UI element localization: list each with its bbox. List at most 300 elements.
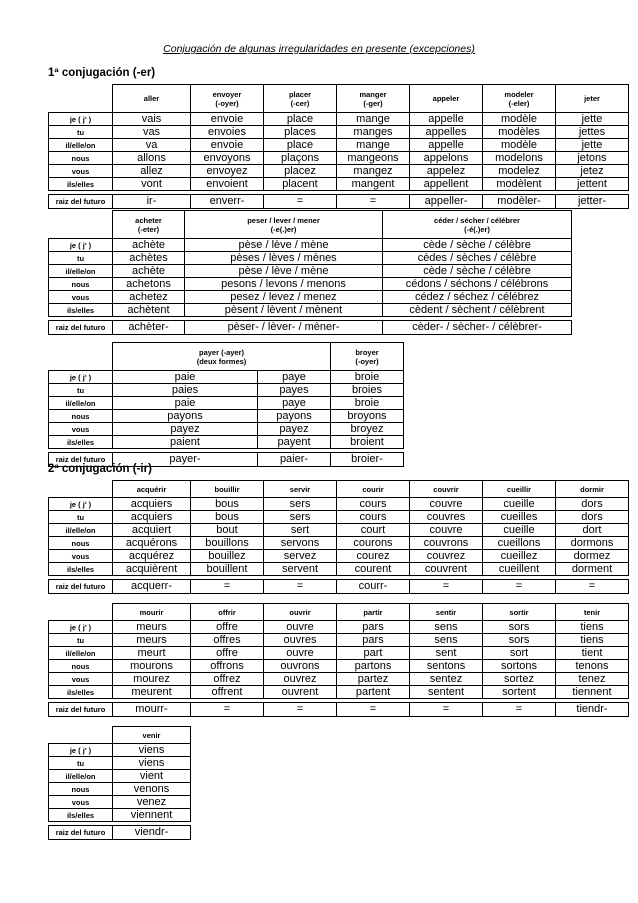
table-row xyxy=(49,423,404,436)
form-cell: paye xyxy=(258,397,331,410)
form-cell: pèse / lève / mène xyxy=(185,239,383,252)
verb-name: sentir xyxy=(435,607,457,617)
header-blank xyxy=(49,211,113,239)
table-row xyxy=(49,809,191,822)
form-cell: cédons / séchons / célébrons xyxy=(383,278,572,291)
form-cell: achètes xyxy=(113,252,185,265)
section-title-first: 1ª conjugación (-er) xyxy=(48,67,156,79)
verb-name: offrir xyxy=(218,607,236,617)
form-cell: broient xyxy=(331,436,404,449)
form-cell: mourez xyxy=(113,673,191,686)
form-cell: sors xyxy=(483,621,556,634)
verb-name: ouvrir xyxy=(289,607,311,617)
form-cell: mangent xyxy=(337,178,410,191)
form-cell: sert xyxy=(264,524,337,537)
form-cell: bout xyxy=(191,524,264,537)
header-row xyxy=(49,727,191,744)
form-cell: ouvrez xyxy=(264,673,337,686)
form-cell: vais xyxy=(113,113,191,126)
form-cell: meurent xyxy=(113,686,191,699)
raiz-cell: = xyxy=(264,703,337,717)
form-cell: appelle xyxy=(410,139,483,152)
verb-header xyxy=(113,481,191,498)
table-row xyxy=(49,126,629,139)
raiz-cell: payer- xyxy=(113,453,258,467)
verb-name: peser / lever / mener xyxy=(247,215,320,225)
form-cell: partons xyxy=(337,660,410,673)
table-row xyxy=(49,757,191,770)
pronoun-cell: ils/elles xyxy=(49,304,113,317)
form-cell: achetez xyxy=(113,291,185,304)
pronoun-cell: ils/elles xyxy=(49,436,113,449)
verb-header xyxy=(113,211,185,239)
form-cell: appelles xyxy=(410,126,483,139)
form-cell: envoient xyxy=(191,178,264,191)
form-cell: manges xyxy=(337,126,410,139)
pronoun-cell: il/elle/on xyxy=(49,265,113,278)
conjugation-table xyxy=(48,84,629,209)
form-cell: tiens xyxy=(556,634,629,647)
form-cell: modèles xyxy=(483,126,556,139)
verb-name: mourir xyxy=(139,607,164,617)
form-cell: courent xyxy=(337,563,410,576)
pronoun-cell: tu xyxy=(49,757,113,770)
table-row xyxy=(49,634,629,647)
pronoun-cell: ils/elles xyxy=(49,563,113,576)
form-cell: venez xyxy=(113,796,191,809)
form-cell: appelez xyxy=(410,165,483,178)
conjugation-table xyxy=(48,726,191,840)
form-cell: pèses / lèves / mènes xyxy=(185,252,383,265)
table-row xyxy=(49,550,629,563)
form-cell: pesez / levez / menez xyxy=(185,291,383,304)
form-cell: broyez xyxy=(331,423,404,436)
form-cell: achètent xyxy=(113,304,185,317)
form-cell: broie xyxy=(331,397,404,410)
pronoun-cell: tu xyxy=(49,511,113,524)
form-cell: dort xyxy=(556,524,629,537)
table-row xyxy=(49,686,629,699)
form-cell: places xyxy=(264,126,337,139)
verb-group: (-e(.)er) xyxy=(270,224,297,234)
verb-header xyxy=(483,85,556,113)
verb-name: courir xyxy=(362,484,384,494)
verb-header xyxy=(113,343,331,371)
form-cell: meurs xyxy=(113,634,191,647)
verb-header xyxy=(337,481,410,498)
verb-name: aller xyxy=(143,94,160,103)
raiz-cell: mourr- xyxy=(113,703,191,717)
pronoun-cell: tu xyxy=(49,252,113,265)
verb-header xyxy=(337,604,410,621)
form-cell: allons xyxy=(113,152,191,165)
verb-name: modeler xyxy=(504,89,534,99)
table-row xyxy=(49,744,191,757)
form-cell: placez xyxy=(264,165,337,178)
verb-header xyxy=(113,727,191,744)
pronoun-cell: tu xyxy=(49,126,113,139)
form-cell: courez xyxy=(337,550,410,563)
pronoun-cell: vous xyxy=(49,165,113,178)
conjugation-table xyxy=(48,603,629,717)
table-row xyxy=(49,537,629,550)
form-cell: paie xyxy=(113,397,258,410)
verb-name: payer (-ayer) xyxy=(198,347,245,357)
form-cell: ouvrent xyxy=(264,686,337,699)
form-cell: offrons xyxy=(191,660,264,673)
raiz-cell: cèder- / sècher- / célèbrer- xyxy=(383,321,572,335)
table-row xyxy=(49,152,629,165)
form-cell: cueilles xyxy=(483,511,556,524)
form-cell: pèse / lève / mène xyxy=(185,265,383,278)
verb-header xyxy=(264,85,337,113)
form-cell: servons xyxy=(264,537,337,550)
header-row xyxy=(49,481,629,498)
form-cell: sortez xyxy=(483,673,556,686)
form-cell: cours xyxy=(337,498,410,511)
form-cell: acquérons xyxy=(113,537,191,550)
table-row xyxy=(49,410,404,423)
form-cell: bouillez xyxy=(191,550,264,563)
pronoun-cell: nous xyxy=(49,278,113,291)
verb-header xyxy=(556,604,629,621)
table-row xyxy=(49,278,572,291)
pronoun-cell: ils/elles xyxy=(49,686,113,699)
form-cell: viennent xyxy=(113,809,191,822)
table-row xyxy=(49,384,404,397)
verb-name: couvrir xyxy=(433,484,459,494)
form-cell: envoies xyxy=(191,126,264,139)
form-cell: offres xyxy=(191,634,264,647)
form-cell: payons xyxy=(113,410,258,423)
form-cell: acquiert xyxy=(113,524,191,537)
table-row xyxy=(49,252,572,265)
verb-header xyxy=(264,481,337,498)
form-cell: dors xyxy=(556,498,629,511)
pronoun-cell: vous xyxy=(49,550,113,563)
form-cell: payez xyxy=(113,423,258,436)
table-row xyxy=(49,498,629,511)
form-cell: cueille xyxy=(483,498,556,511)
pronoun-cell: je ( j' ) xyxy=(49,239,113,252)
raiz-cell: achèter- xyxy=(113,321,185,335)
form-cell: cours xyxy=(337,511,410,524)
form-cell: sers xyxy=(264,498,337,511)
form-cell: jetons xyxy=(556,152,629,165)
table-row xyxy=(49,265,572,278)
verb-header xyxy=(113,85,191,113)
verb-name: sortir xyxy=(509,607,529,617)
form-cell: courons xyxy=(337,537,410,550)
form-cell: envoyons xyxy=(191,152,264,165)
table-row xyxy=(49,563,629,576)
form-cell: pesons / levons / menons xyxy=(185,278,383,291)
pronoun-cell: il/elle/on xyxy=(49,397,113,410)
raiz-label: raiz del futuro xyxy=(49,580,113,594)
form-cell: sers xyxy=(264,511,337,524)
verb-name: jeter xyxy=(584,94,600,103)
form-cell: cèdent / sèchent / célèbrent xyxy=(383,304,572,317)
raiz-cell: = xyxy=(410,703,483,717)
table-row xyxy=(49,660,629,673)
form-cell: sortent xyxy=(483,686,556,699)
pronoun-cell: ils/elles xyxy=(49,178,113,191)
raiz-row xyxy=(49,580,629,594)
form-cell: sentez xyxy=(410,673,483,686)
raiz-cell: = xyxy=(264,195,337,209)
verb-name: partir xyxy=(363,607,383,617)
raiz-label: raiz del futuro xyxy=(49,453,113,467)
raiz-cell: = xyxy=(191,703,264,717)
form-cell: cède / sèche / célèbre xyxy=(383,265,572,278)
pronoun-cell: nous xyxy=(49,152,113,165)
form-cell: modèle xyxy=(483,139,556,152)
raiz-cell: appeller- xyxy=(410,195,483,209)
raiz-cell: paier- xyxy=(258,453,331,467)
form-cell: sent xyxy=(410,647,483,660)
raiz-cell: courr- xyxy=(337,580,410,594)
form-cell: viens xyxy=(113,744,191,757)
form-cell: dormez xyxy=(556,550,629,563)
verb-name: tenir xyxy=(583,607,601,617)
verb-name: servir xyxy=(289,484,311,494)
header-blank xyxy=(49,343,113,371)
raiz-cell: tiendr- xyxy=(556,703,629,717)
form-cell: broyons xyxy=(331,410,404,423)
form-cell: sort xyxy=(483,647,556,660)
form-cell: pars xyxy=(337,621,410,634)
form-cell: envoie xyxy=(191,139,264,152)
form-cell: meurt xyxy=(113,647,191,660)
form-cell: broie xyxy=(331,371,404,384)
form-cell: couvrons xyxy=(410,537,483,550)
form-cell: couvre xyxy=(410,524,483,537)
raiz-cell: = xyxy=(337,195,410,209)
table-row xyxy=(49,673,629,686)
form-cell: paies xyxy=(113,384,258,397)
header-row xyxy=(49,85,629,113)
form-cell: tenons xyxy=(556,660,629,673)
table-row xyxy=(49,770,191,783)
form-cell: servez xyxy=(264,550,337,563)
form-cell: tenez xyxy=(556,673,629,686)
raiz-cell: = xyxy=(337,703,410,717)
pronoun-cell: il/elle/on xyxy=(49,647,113,660)
table-row xyxy=(49,796,191,809)
form-cell: sors xyxy=(483,634,556,647)
form-cell: jetez xyxy=(556,165,629,178)
verb-header xyxy=(113,604,191,621)
form-cell: modèle xyxy=(483,113,556,126)
form-cell: vont xyxy=(113,178,191,191)
form-cell: part xyxy=(337,647,410,660)
header-blank xyxy=(49,727,113,744)
form-cell: payent xyxy=(258,436,331,449)
form-cell: mangez xyxy=(337,165,410,178)
form-cell: placent xyxy=(264,178,337,191)
verb-name: venir xyxy=(142,730,161,740)
form-cell: cueille xyxy=(483,524,556,537)
table-row xyxy=(49,647,629,660)
form-cell: couvres xyxy=(410,511,483,524)
verb-header xyxy=(331,343,404,371)
pronoun-cell: tu xyxy=(49,384,113,397)
pronoun-cell: il/elle/on xyxy=(49,139,113,152)
verb-name: envoyer xyxy=(212,89,242,99)
verb-name: placer xyxy=(288,89,312,99)
form-cell: payez xyxy=(258,423,331,436)
form-cell: achetons xyxy=(113,278,185,291)
form-cell: jettes xyxy=(556,126,629,139)
form-cell: offrent xyxy=(191,686,264,699)
form-cell: va xyxy=(113,139,191,152)
verb-group: (-cer) xyxy=(290,98,310,108)
raiz-row xyxy=(49,703,629,717)
form-cell: acquiers xyxy=(113,498,191,511)
verb-group: (deux formes) xyxy=(196,356,247,366)
form-cell: appellent xyxy=(410,178,483,191)
verb-header xyxy=(556,85,629,113)
table-row xyxy=(49,783,191,796)
form-cell: cédez / séchez / célébrez xyxy=(383,291,572,304)
form-cell: bouillons xyxy=(191,537,264,550)
form-cell: jette xyxy=(556,139,629,152)
pronoun-cell: vous xyxy=(49,291,113,304)
table-row xyxy=(49,113,629,126)
verb-header xyxy=(410,604,483,621)
raiz-label: raiz del futuro xyxy=(49,826,113,840)
form-cell: jette xyxy=(556,113,629,126)
conjugation-table xyxy=(48,480,629,594)
raiz-cell: = xyxy=(483,580,556,594)
raiz-row xyxy=(49,195,629,209)
table-row xyxy=(49,304,572,317)
pronoun-cell: je ( j' ) xyxy=(49,113,113,126)
verb-header xyxy=(556,481,629,498)
form-cell: venons xyxy=(113,783,191,796)
page-title: Conjugación de algunas irregularidades en presente (excepciones) xyxy=(163,43,475,55)
form-cell: envoyez xyxy=(191,165,264,178)
form-cell: bous xyxy=(191,511,264,524)
form-cell: plaçons xyxy=(264,152,337,165)
header-blank xyxy=(49,604,113,621)
pronoun-cell: nous xyxy=(49,410,113,423)
verb-header xyxy=(383,211,572,239)
form-cell: bouillent xyxy=(191,563,264,576)
form-cell: dorment xyxy=(556,563,629,576)
pronoun-cell: vous xyxy=(49,423,113,436)
raiz-cell: viendr- xyxy=(113,826,191,840)
header-row xyxy=(49,343,404,371)
raiz-label: raiz del futuro xyxy=(49,703,113,717)
pronoun-cell: je ( j' ) xyxy=(49,744,113,757)
verb-header xyxy=(264,604,337,621)
verb-group: (-oyer) xyxy=(215,98,239,108)
pronoun-cell: nous xyxy=(49,537,113,550)
raiz-cell: ir- xyxy=(113,195,191,209)
form-cell: tient xyxy=(556,647,629,660)
form-cell: vient xyxy=(113,770,191,783)
verb-group: (-é(.)er) xyxy=(464,224,490,234)
form-cell: dormons xyxy=(556,537,629,550)
conjugation-table xyxy=(48,210,572,335)
form-cell: dors xyxy=(556,511,629,524)
form-cell: couvrez xyxy=(410,550,483,563)
table-row xyxy=(49,436,404,449)
form-cell: vas xyxy=(113,126,191,139)
verb-name: acheter xyxy=(135,215,162,225)
form-cell: acquiers xyxy=(113,511,191,524)
verb-group: (-eter) xyxy=(137,224,160,234)
table-row xyxy=(49,511,629,524)
form-cell: mange xyxy=(337,139,410,152)
form-cell: envoie xyxy=(191,113,264,126)
form-cell: sentent xyxy=(410,686,483,699)
form-cell: achète xyxy=(113,239,185,252)
form-cell: appelle xyxy=(410,113,483,126)
verb-name: bouillir xyxy=(214,484,240,494)
raiz-row xyxy=(49,826,191,840)
pronoun-cell: vous xyxy=(49,796,113,809)
form-cell: place xyxy=(264,139,337,152)
pronoun-cell: tu xyxy=(49,634,113,647)
form-cell: place xyxy=(264,113,337,126)
section-title-second: 2ª conjugación (-ir) xyxy=(48,463,152,475)
form-cell: ouvrons xyxy=(264,660,337,673)
pronoun-cell: il/elle/on xyxy=(49,524,113,537)
header-row xyxy=(49,211,572,239)
raiz-cell: broier- xyxy=(331,453,404,467)
form-cell: modèlent xyxy=(483,178,556,191)
form-cell: cueillons xyxy=(483,537,556,550)
raiz-cell: enverr- xyxy=(191,195,264,209)
form-cell: couvre xyxy=(410,498,483,511)
form-cell: tiennent xyxy=(556,686,629,699)
form-cell: ouvre xyxy=(264,621,337,634)
table-row xyxy=(49,239,572,252)
raiz-cell: jetter- xyxy=(556,195,629,209)
raiz-cell: = xyxy=(410,580,483,594)
verb-name: dormir xyxy=(580,484,604,494)
raiz-cell: = xyxy=(264,580,337,594)
form-cell: offre xyxy=(191,621,264,634)
pronoun-cell: je ( j' ) xyxy=(49,371,113,384)
verb-group: (-eler) xyxy=(508,98,530,108)
form-cell: sens xyxy=(410,621,483,634)
verb-header xyxy=(191,481,264,498)
form-cell: sens xyxy=(410,634,483,647)
form-cell: tiens xyxy=(556,621,629,634)
verb-group: (-oyer) xyxy=(355,356,379,366)
raiz-row xyxy=(49,321,572,335)
form-cell: sentons xyxy=(410,660,483,673)
verb-header xyxy=(191,604,264,621)
form-cell: servent xyxy=(264,563,337,576)
verb-header xyxy=(483,481,556,498)
verb-header xyxy=(410,85,483,113)
pronoun-cell: ils/elles xyxy=(49,809,113,822)
pronoun-cell: je ( j' ) xyxy=(49,621,113,634)
verb-name: acquérir xyxy=(136,484,167,494)
form-cell: pars xyxy=(337,634,410,647)
raiz-cell: = xyxy=(191,580,264,594)
verb-name: céder / sécher / célébrer xyxy=(434,215,520,225)
form-cell: meurs xyxy=(113,621,191,634)
form-cell: modelez xyxy=(483,165,556,178)
pronoun-cell: je ( j' ) xyxy=(49,498,113,511)
form-cell: cèdes / sèches / célèbre xyxy=(383,252,572,265)
verb-header xyxy=(191,85,264,113)
